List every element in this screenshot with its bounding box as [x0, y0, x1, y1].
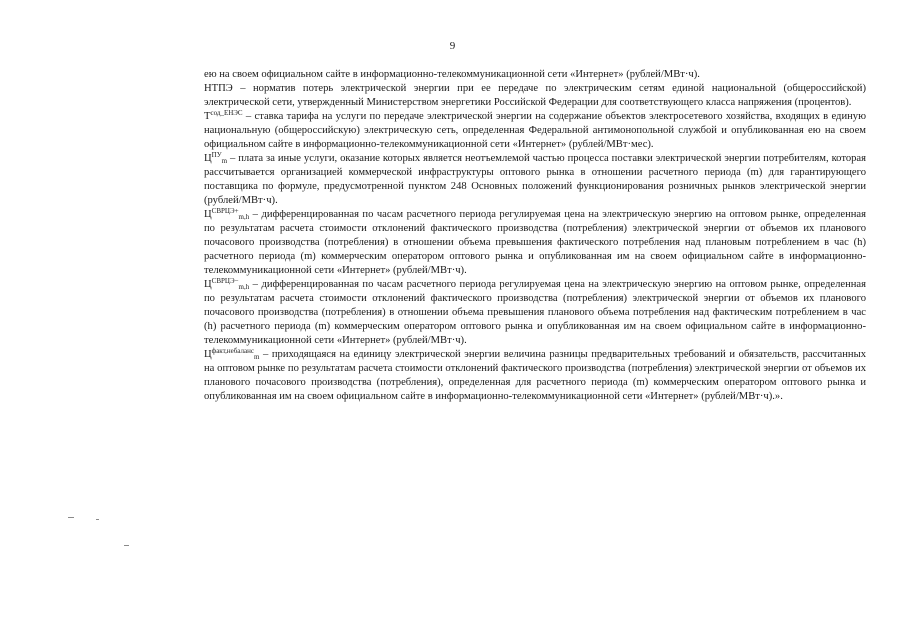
definition-text: – дифференцированная по часам расчетного периода регулируемая цена на электрическую энергию на оптовом рынке, определенная по результатам расчета стоимости отклонений фактического производства (потребления) электрической энергии от объемов их планового почасового производства (потребления) в отношении объема превышения планового объема потребления над фактическим потреблением в час (h) расчетного периода (m) коммерческим оператором оптового рынка и опубликованная им на своем официальном сайте в информационно-телекоммуникационной сети «Интернет» (рублей/МВт·ч).: [204, 279, 866, 346]
term-symbol: [204, 349, 259, 360]
definition-c-pu: [204, 152, 866, 208]
definition-text: – норматив потерь электрической энергии при ее передаче по электрическим сетям единой национальной (общероссийской) электрической сети, утвержденный Министерством энергетики Российской Федерации для соответствующего класса напряжения (процентов).: [204, 83, 866, 108]
term-symbol: [204, 279, 249, 290]
definition-c-fakt-nebalans: [204, 348, 866, 404]
definition-ntpe: [204, 82, 866, 110]
scan-artifact: [96, 519, 99, 520]
definition-c-svrce-plus: [204, 208, 866, 278]
symbol-subscript: m: [253, 353, 260, 361]
scan-artifact: [68, 517, 74, 518]
paragraph-text: ею на своем официальном сайте в информационно-телекоммуникационной сети «Интернет» (рублей/МВт·ч).: [204, 69, 700, 80]
symbol-base: НТПЭ: [204, 83, 233, 94]
symbol-base: Ц: [204, 279, 212, 290]
definition-c-svrce-minus: [204, 278, 866, 348]
term-symbol: [204, 83, 233, 94]
definition-tsod-enes: [204, 110, 866, 152]
symbol-base: Ц: [204, 209, 212, 220]
term-symbol: [204, 153, 227, 164]
symbol-superscript: СВРЦЭ−: [211, 277, 239, 285]
paragraph-continuation: [204, 68, 866, 82]
definition-text: – дифференцированная по часам расчетного периода регулируемая цена на электрическую энергию на оптовом рынке, определенная по результатам расчета стоимости отклонений фактического производства (потребления) электрической энергии от объемов их планового почасового производства (потребления) в отношении объема превышения фактического потребления над плановым потреблением в час (h) расчетного периода (m) коммерческим оператором оптового рынка и опубликованная им на своем официальном сайте в информационно-телекоммуникационной сети «Интернет» (рублей/МВт·ч).: [204, 209, 866, 276]
symbol-superscript: ПУ: [211, 151, 222, 159]
definition-text: – приходящаяся на единицу электрической энергии величина разницы предварительных требований и обязательств, рассчитанных на оптовом рынке по результатам расчета стоимости отклонений фактического производства (потребления) электрической энергии от объемов их планового почасового производства (потребления), определенная для расчетного периода (m) коммерческим оператором оптового рынка и опубликованная им на своем официальном сайте в информационно-телекоммуникационной сети «Интернет» (рублей/МВт·ч).».: [204, 349, 866, 402]
symbol-subscript: m,h: [238, 213, 250, 221]
symbol-base: Ц: [204, 153, 212, 164]
definition-text: – плата за иные услуги, оказание которых является неотъемлемой частью процесса поставки электрической энергии потребителям, которая рассчитывается организацией коммерческой инфраструктуры оптового рынка в отношении расчетного периода (m) для гарантирующего поставщика по формуле, предусмотренной пунктом 248 Основных положений функционирования розничных рынков электрической энергии (рублей/МВт·ч).: [204, 153, 866, 206]
document-body: [204, 68, 866, 404]
scan-artifact: [124, 545, 129, 546]
term-symbol: [204, 111, 243, 122]
definition-text: – ставка тарифа на услуги по передаче электрической энергии на содержание объектов электросетевого хозяйства, входящих в единую национальную (общероссийскую) электрическую сеть, определенная Федеральной антимонопольной службой и опубликованная ею на своем официальном сайте в информационно-телекоммуникационной сети «Интернет» (рублей/МВт·мес).: [204, 111, 866, 150]
term-symbol: [204, 209, 249, 220]
symbol-superscript: сод_ЕНЭС: [210, 109, 243, 117]
symbol-subscript: m: [221, 157, 228, 165]
page-number: 9: [449, 40, 456, 52]
symbol-base: Т: [204, 111, 211, 122]
symbol-subscript: m,h: [238, 283, 250, 291]
symbol-superscript: СВРЦЭ+: [211, 207, 239, 215]
symbol-superscript: факт,небаланс: [211, 347, 254, 355]
symbol-base: Ц: [204, 349, 212, 360]
